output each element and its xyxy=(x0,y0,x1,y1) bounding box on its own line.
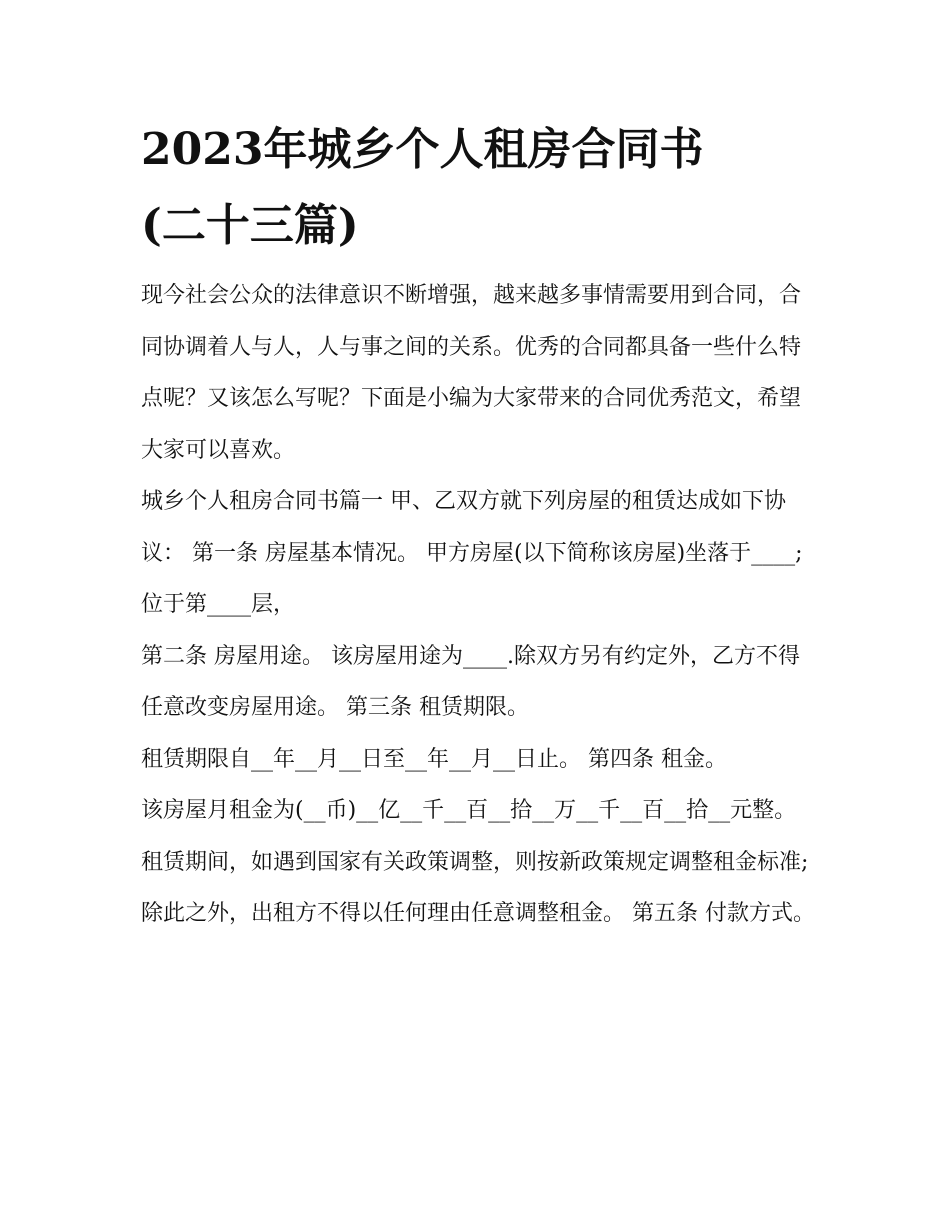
contract-paragraph-4: 该房屋月租金为(__币)__亿__千__百__拾__万__千__百__拾__元整。 xyxy=(141,798,797,823)
document-title-line-1: 2023年城乡个人租房合同书 xyxy=(141,124,704,175)
intro-paragraph: 现今社会公众的法律意识不断增强，越来越多事情需要用到合同，合同协调着人与人，人与事之间的关系。优秀的合同都具备一些什么特点呢？又该怎么写呢？下面是小编为大家带来的合同优秀范文，希望大家可以喜欢。 xyxy=(141,283,802,463)
contract-paragraph-3: 租赁期限自__年__月__日至__年__月__日止。 第四条 租金。 xyxy=(141,746,727,772)
document-body xyxy=(141,112,817,940)
document-title xyxy=(141,112,817,264)
contract-paragraph-2: 第二条 房屋用途。 该房屋用途为____.除双方另有约定外，乙方不得任意改变房屋用途。 第三条 租赁期限。 xyxy=(141,643,800,720)
contract-paragraph-1: 城乡个人租房合同书篇一 甲、乙双方就下列房屋的租赁达成如下协议： 第一条 房屋基本情况。 甲方房屋(以下简称该房屋)坐落于____;位于第____层， xyxy=(141,489,803,617)
document-title-line-2: (二十三篇) xyxy=(141,200,359,251)
contract-paragraph-5: 租赁期间，如遇到国家有关政策调整，则按新政策规定调整租金标准;除此之外，出租方不得以任何理由任意调整租金。 第五条 付款方式。 xyxy=(141,849,815,926)
